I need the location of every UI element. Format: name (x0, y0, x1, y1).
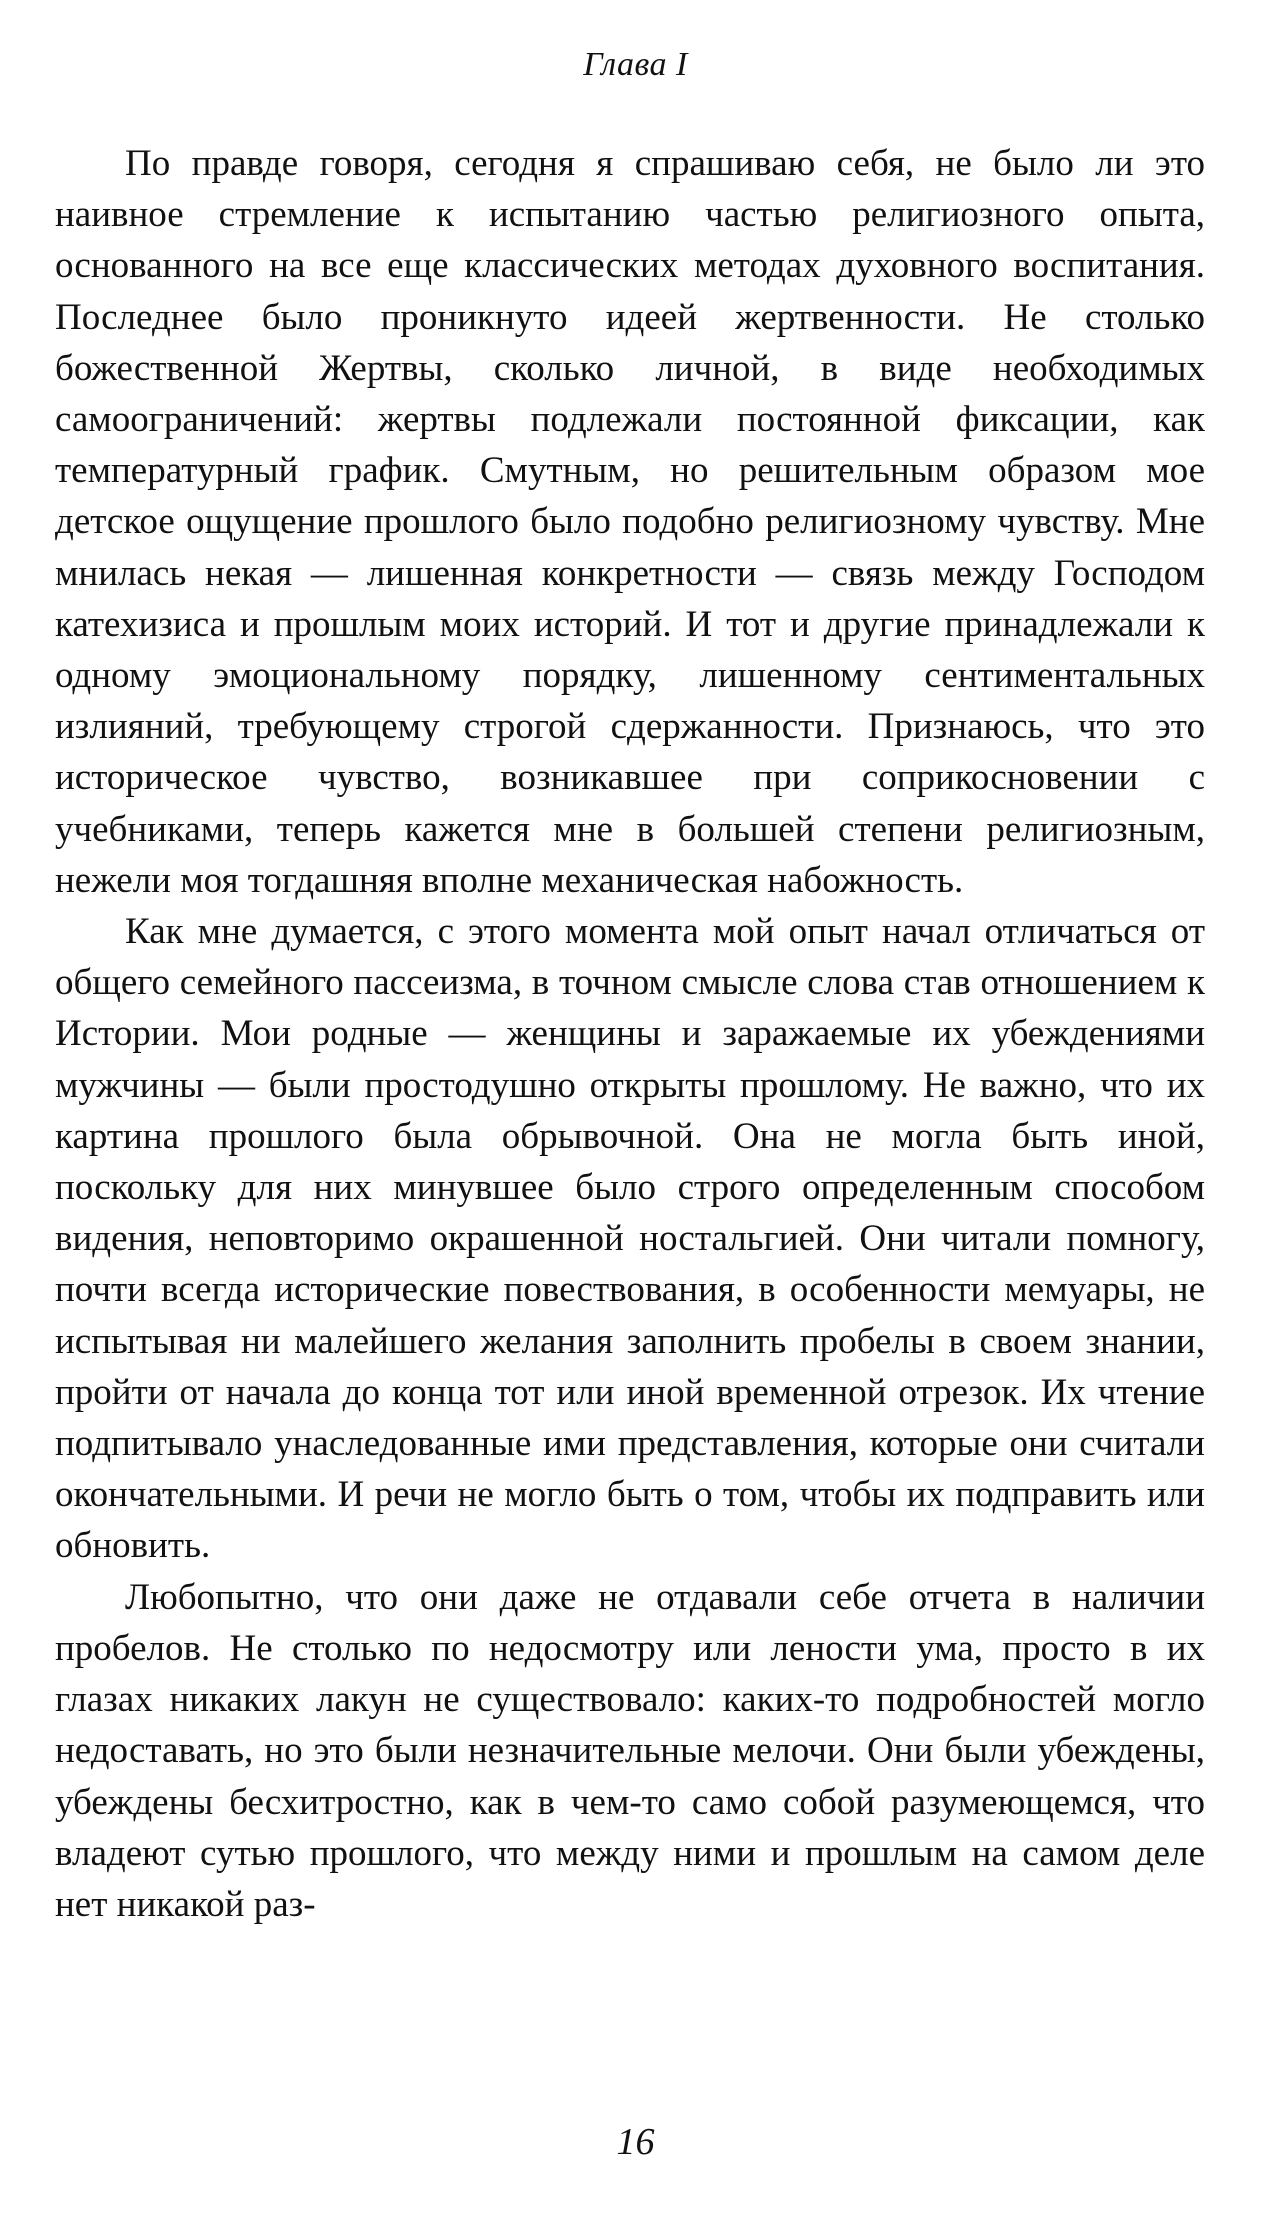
page-number: 16 (616, 2121, 655, 2163)
paragraph: Любопытно, что они даже не отдавали себе отчета в наличии пробелов. Не столько по недосмотру или лености ума, просто в их глазах никаких лакун не существовало: каких-то подробностей могло недоставать, но это были незначительные мелочи. Они были убеждены, убеждены бесхитростно, как в чем-то само собой разумеющемся, что владеют сутью прошлого, что между ними и прошлым на самом деле нет никакой раз- (55, 1576, 1205, 1925)
running-head: Глава I (583, 46, 688, 83)
paragraph: Как мне думается, с этого момента мой опыт начал отличаться от общего семейного пассеизма, в точном смысле слова став отношением к Истории. Мои родные — женщины и заражаемые их убеждениями мужчины — были простодушно открыты прошлому. Не важно, что их картина прошлого была обрывочной. Она не могла быть иной, поскольку для них минувшее было строго определенным способом видения, неповторимо окрашенной ностальгией. Они читали помногу, почти всегда исторические повествования, в особенности мемуары, не испытывая ни малейшего желания заполнить пробелы в своем знании, пройти от начала до конца тот или иной временной отрезок. Их чтение подпитывало унаследованные ими представления, которые они считали окончательными. И речи не могло быть о том, чтобы их подправить или обновить. (55, 911, 1205, 1567)
body-text (55, 138, 1205, 1930)
paragraph: По правде говоря, сегодня я спрашиваю себя, не было ли это наивное стремление к испытанию частью религиозного опыта, основанного на все еще классических методах духовного воспитания. Последнее было проникнуто идеей жертвенности. Не столько божественной Жертвы, сколько личной, в виде необходимых самоограничений: жертвы подлежали постоянной фиксации, как температурный график. Смутным, но решительным образом мое детское ощущение прошлого было подобно религиозному чувству. Мне мнилась некая — лишенная конкретности — связь между Господом катехизиса и прошлым моих историй. И тот и другие принадлежали к одному эмоциональному порядку, лишенному сентиментальных излияний, требующему строгой сдержанности. Признаюсь, что это историческое чувство, возникавшее при соприкосновении с учебниками, теперь кажется мне в большей степени религиозным, нежели моя тогдашняя вполне механическая набожность. (55, 143, 1205, 901)
